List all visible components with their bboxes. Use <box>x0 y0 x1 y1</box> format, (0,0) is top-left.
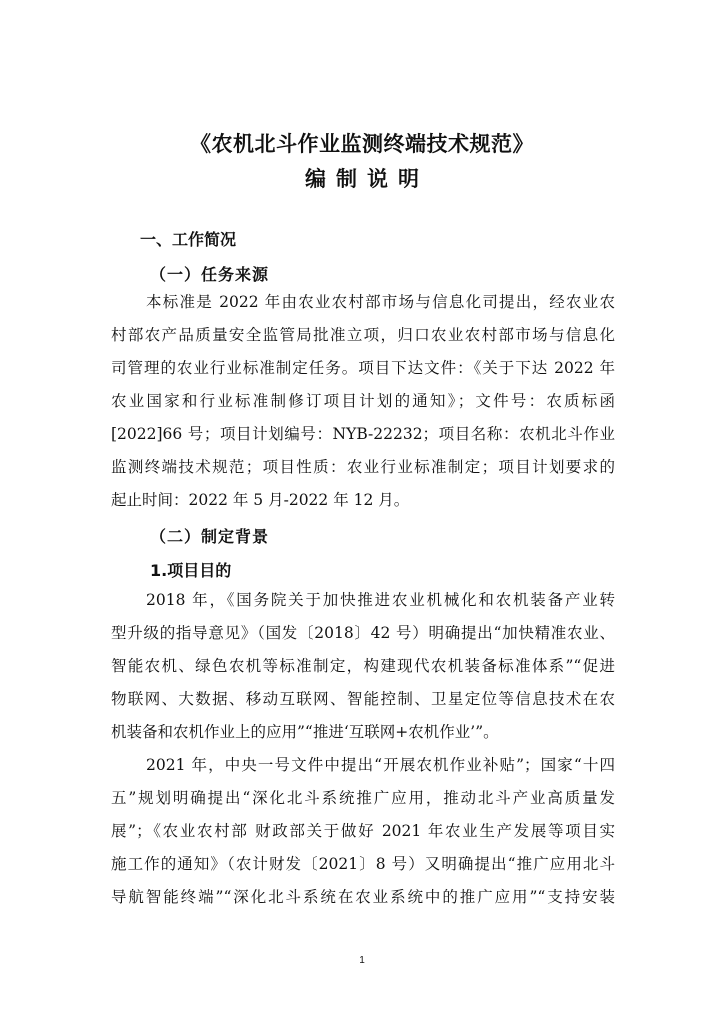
paragraph-2-line: 型升级的指导意见》（国发〔2018〕42 号）明确提出“加快精准农业、 <box>111 624 615 642</box>
item-heading-1: 1.项目目的 <box>150 561 232 580</box>
document-title: 《农机北斗作业监测终端技术规范》 <box>190 132 534 156</box>
paragraph-3-line: 展”；《农业农村部 财政部关于做好 2021 年农业生产发展等项目实 <box>111 822 615 840</box>
paragraph-1-line: [2022]66 号；项目计划编号：NYB-22232；项目名称：农机北斗作业 <box>111 425 615 443</box>
paragraph-2-line: 机装备和农机作业上的应用”“推进‘互联网+农机作业’”。 <box>111 723 499 741</box>
paragraph-3-line: 施工作的通知》（农计财发〔2021〕8 号）又明确提出“推广应用北斗 <box>111 855 615 873</box>
section-heading-1: 一、工作简况 <box>140 230 237 249</box>
paragraph-1-line: 起止时间：2022 年 5 月-2022 年 12 月。 <box>111 491 410 509</box>
paragraph-3-line: 2021 年，中央一号文件中提出“开展农机作业补贴”；国家“十四 <box>146 756 615 774</box>
paragraph-1-line: 监测终端技术规范；项目性质：农业行业标准制定；项目计划要求的 <box>111 458 615 476</box>
subsection-heading-1: （一）任务来源 <box>150 265 270 284</box>
paragraph-1-line: 农业国家和行业标准制修订项目计划的通知》；文件号：农质标函 <box>111 392 615 410</box>
paragraph-2-line: 物联网、大数据、移动互联网、智能控制、卫星定位等信息技术在农 <box>111 690 615 708</box>
document-subtitle: 编制说明 <box>305 167 429 191</box>
paragraph-2-line: 2018 年，《国务院关于加快推进农业机械化和农机装备产业转 <box>146 591 615 609</box>
paragraph-2-line: 智能农机、绿色农机等标准制定，构建现代农机装备标准体系”“促进 <box>111 657 615 675</box>
paragraph-1-line: 村部农产品质量安全监管局批准立项，归口农业农村部市场与信息化 <box>111 326 615 344</box>
page-number: 1 <box>359 955 365 966</box>
paragraph-3-line: 导航智能终端”“深化北斗系统在农业系统中的推广应用”“支持安装 <box>111 888 615 906</box>
paragraph-1-line: 司管理的农业行业标准制定任务。项目下达文件：《关于下达 2022 年 <box>111 359 615 377</box>
paragraph-1-line: 本标准是 2022 年由农业农村部市场与信息化司提出，经农业农 <box>146 293 615 311</box>
subsection-heading-2: （二）制定背景 <box>150 527 270 546</box>
paragraph-3-line: 五”规划明确提出“深化北斗系统推广应用，推动北斗产业高质量发 <box>111 789 615 807</box>
